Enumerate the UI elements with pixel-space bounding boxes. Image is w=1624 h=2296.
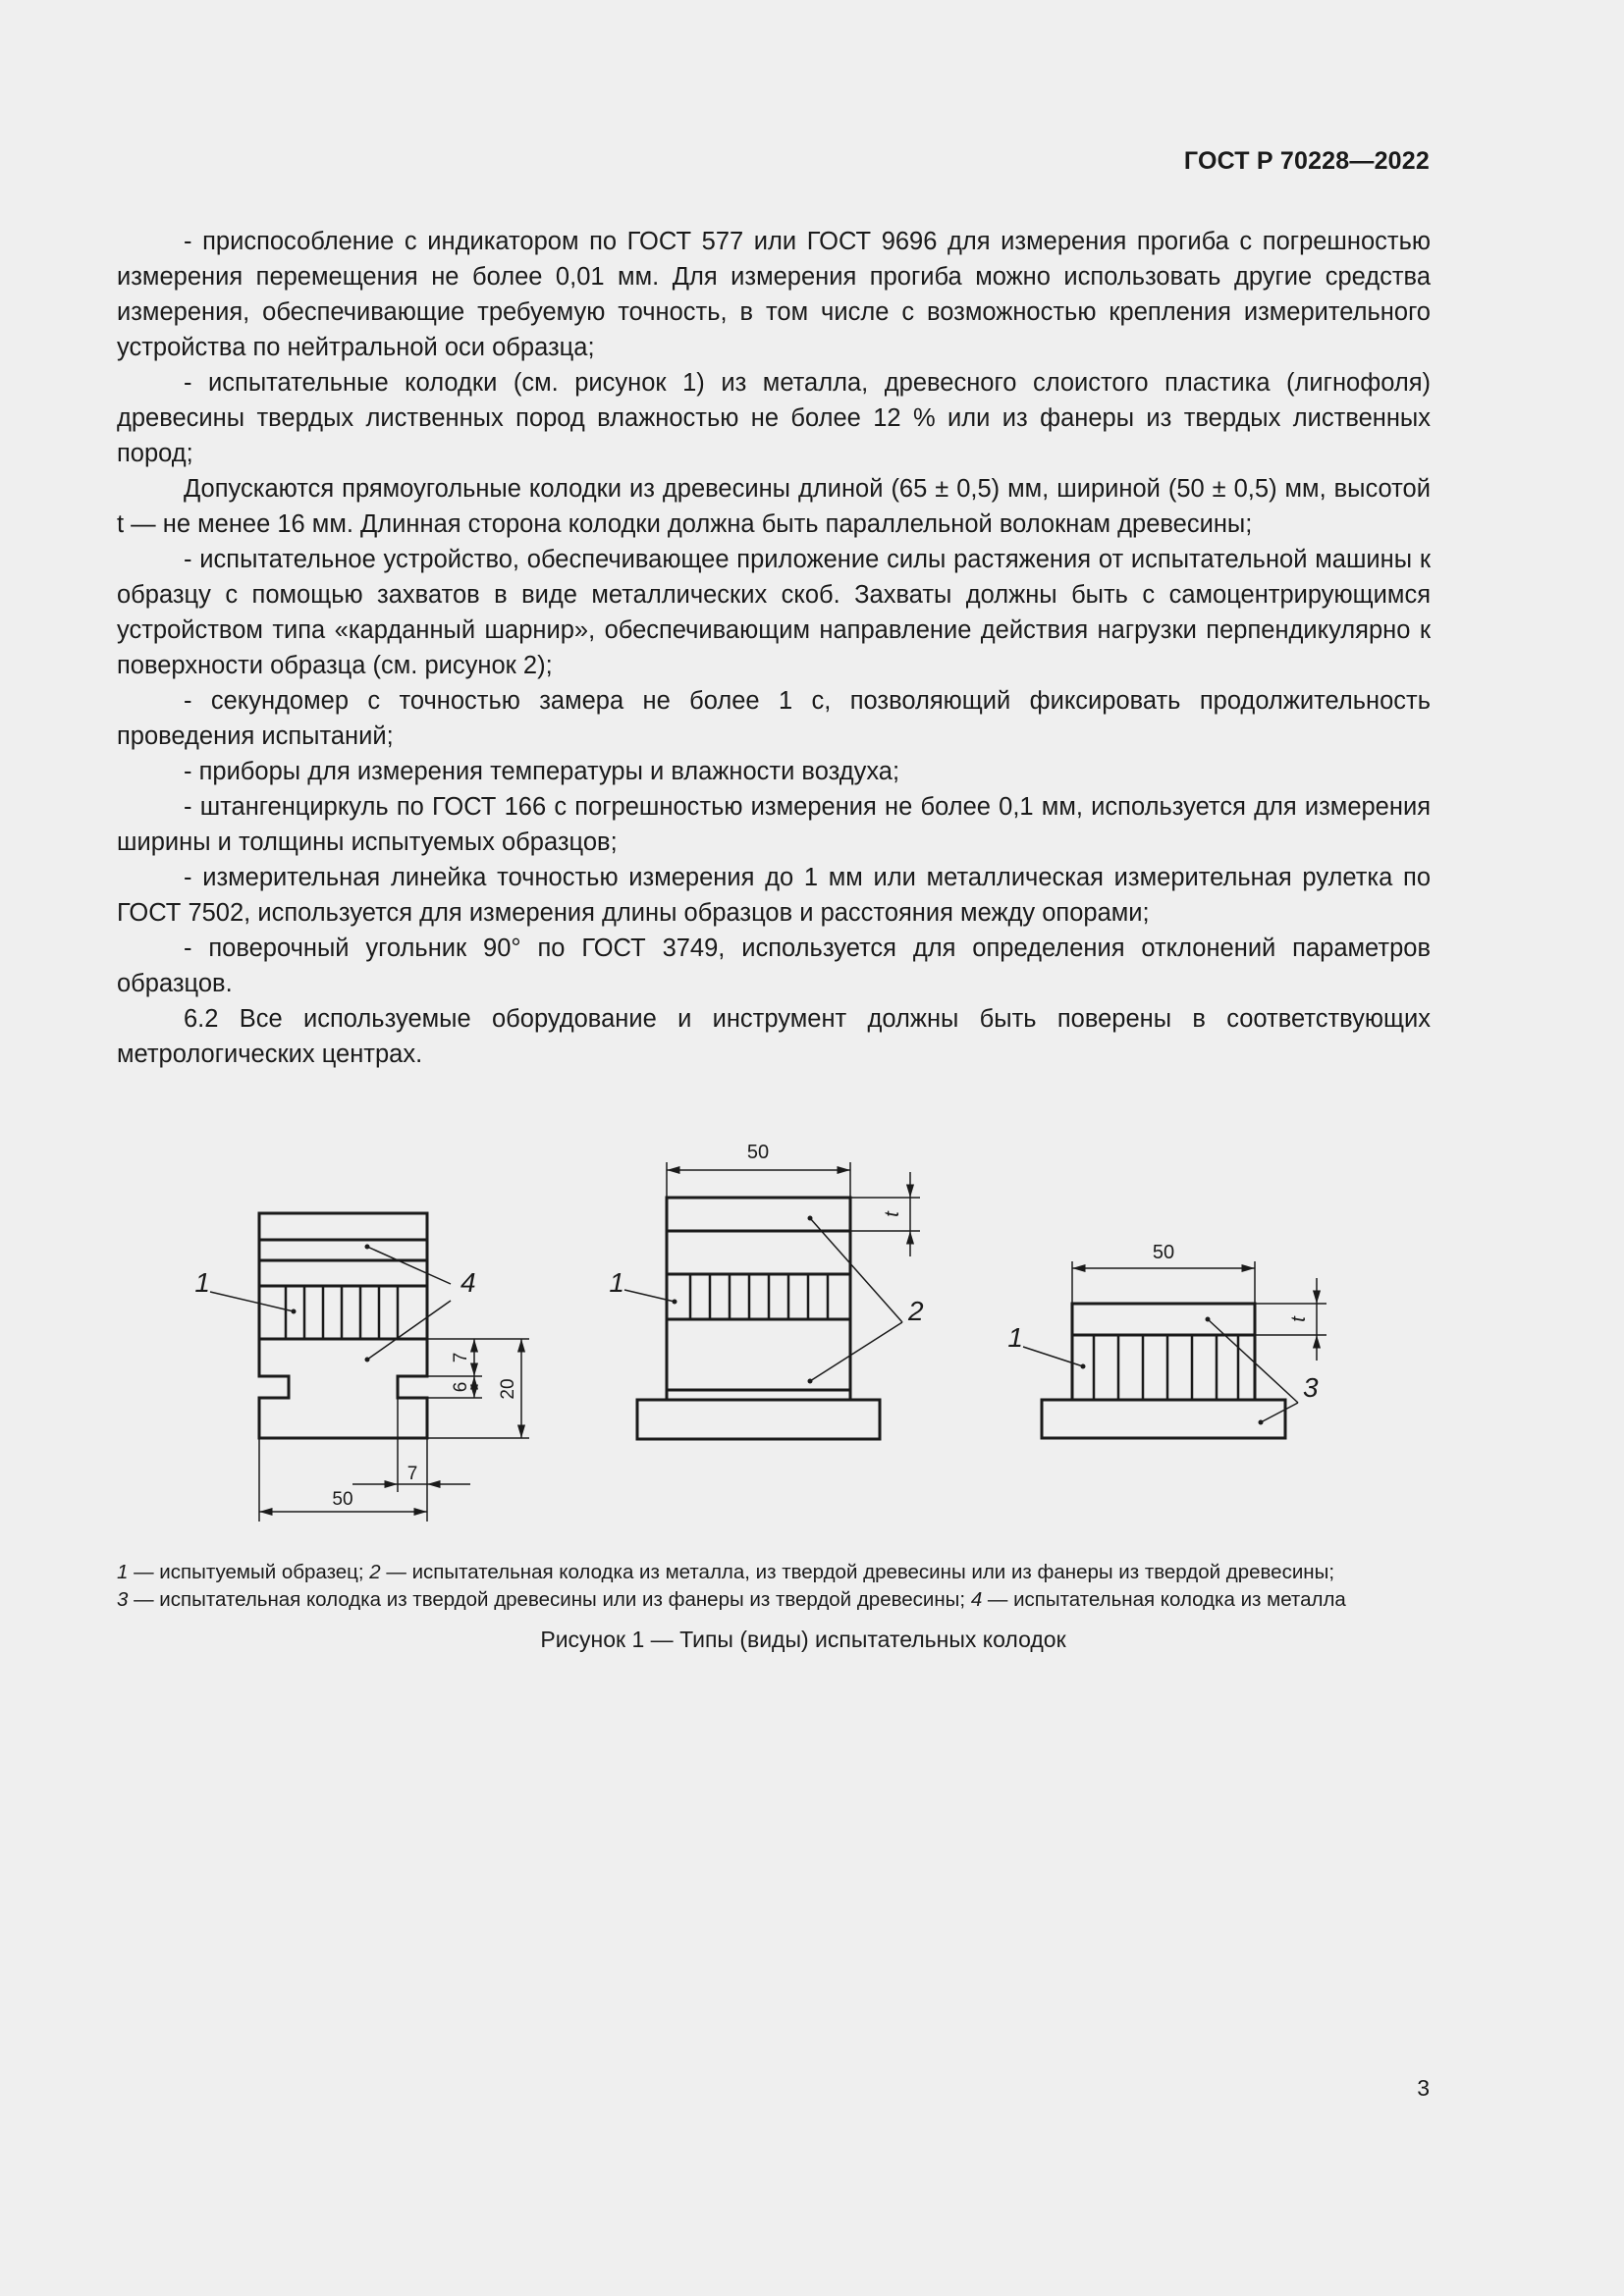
- legend-text: — испытательная колодка из твердой древесины или из фанеры из твердой древесины;: [128, 1588, 971, 1611]
- dim-7-vertical: 7: [451, 1352, 471, 1363]
- label-specimen: 1: [1007, 1322, 1023, 1353]
- label-specimen: 1: [194, 1267, 210, 1298]
- legend-num: 2: [369, 1561, 381, 1583]
- label-block-2: 2: [908, 1296, 924, 1326]
- paragraph: - приборы для измерения температуры и влажности воздуха;: [184, 758, 900, 785]
- paragraph: - измерительная линейка точностью измерения до 1 мм или металлическая измерительная рулетка по ГОСТ 7502, используется для измерения длины образцов и расстояния между опорами;: [117, 864, 1431, 927]
- paragraph: - секундомер с точностью замера не более 1 с, позволяющий фиксировать продолжительность проведения испытаний;: [117, 687, 1431, 750]
- document-header: ГОСТ Р 70228—2022: [1183, 147, 1430, 175]
- dim-50-horizontal: 50: [332, 1489, 353, 1510]
- drawing-left: [210, 1213, 529, 1522]
- legend-num: 3: [117, 1588, 129, 1611]
- label-metal-block: 4: [460, 1267, 476, 1298]
- figure-caption-text: Рисунок 1 — Типы (виды) испытательных колодок: [540, 1627, 1066, 1652]
- dim-6-vertical: 6: [451, 1381, 471, 1393]
- paragraph: - приспособление с индикатором по ГОСТ 577 или ГОСТ 9696 для измерения прогиба с погрешностью измерения перемещения не более 0,01 мм. Для измерения прогиба можно использовать другие средства измерения, обеспечивающие требуемую точность, в том числе с возможностью крепления измерительного устройства по нейтральной оси образца;: [117, 228, 1431, 361]
- legend-num: 4: [970, 1588, 983, 1611]
- paragraph: Допускаются прямоугольные колодки из древесины длиной (65 ± 0,5) мм, шириной (50 ± 0,5) мм, высотой t — не менее 16 мм. Длинная сторона колодки должна быть параллельной волокнам древесины;: [117, 475, 1431, 538]
- paragraph: - поверочный угольник 90° по ГОСТ 3749, используется для определения отклонений параметров образцов.: [117, 934, 1431, 997]
- body-text: [117, 224, 1431, 1072]
- legend-text: — испытуемый образец;: [128, 1561, 370, 1583]
- paragraph: 6.2 Все используемые оборудование и инструмент должны быть поверены в соответствующих метрологических центрах.: [117, 1005, 1431, 1068]
- legend-text: — испытательная колодка из металла: [982, 1588, 1346, 1611]
- legend-num: 1: [117, 1561, 129, 1583]
- legend-line: [117, 1559, 1431, 1586]
- label-specimen: 1: [609, 1267, 624, 1298]
- page-number: 3: [1417, 2075, 1430, 2101]
- paragraph: - испытательные колодки (см. рисунок 1) из металла, древесного слоистого пластика (лигнофоля) древесины твердых лиственных пород влажностью не более 12 % или из фанеры из твердых лиственных пород;: [117, 369, 1431, 467]
- dim-t: t: [1288, 1316, 1310, 1322]
- legend-line: [117, 1586, 1431, 1614]
- label-block-3: 3: [1303, 1372, 1319, 1403]
- drawing-right: [1023, 1261, 1326, 1438]
- figure-caption: [0, 1627, 1624, 1653]
- figure-drawing: [117, 1119, 1431, 1551]
- dim-20-vertical: 20: [498, 1378, 518, 1400]
- dim-50: 50: [1152, 1242, 1175, 1263]
- legend-text: — испытательная колодка из металла, из твердой древесины или из фанеры из твердой древесины;: [380, 1561, 1335, 1583]
- dim-50: 50: [746, 1142, 770, 1163]
- figure-test-blocks: [117, 1119, 1431, 1551]
- dim-7-horizontal: 7: [406, 1464, 418, 1484]
- drawing-middle: [624, 1162, 920, 1439]
- paragraph: - испытательное устройство, обеспечивающее приложение силы растяжения от испытательной машины к образцу с помощью захватов в виде металлических скоб. Захваты должны быть с самоцентрирующимся устройством типа «карданный шарнир», обеспечивающим направление действия нагрузки перпендикулярно к поверхности образца (см. рисунок 2);: [117, 546, 1431, 679]
- drawing-middle-labels: [609, 1142, 924, 1326]
- dim-t: t: [882, 1211, 903, 1217]
- paragraph: - штангенциркуль по ГОСТ 166 с погрешностью измерения не более 0,1 мм, используется для измерения ширины и толщины испытуемых образцов;: [117, 793, 1431, 856]
- drawing-left-labels: [194, 1267, 518, 1510]
- figure-legend: [117, 1559, 1431, 1614]
